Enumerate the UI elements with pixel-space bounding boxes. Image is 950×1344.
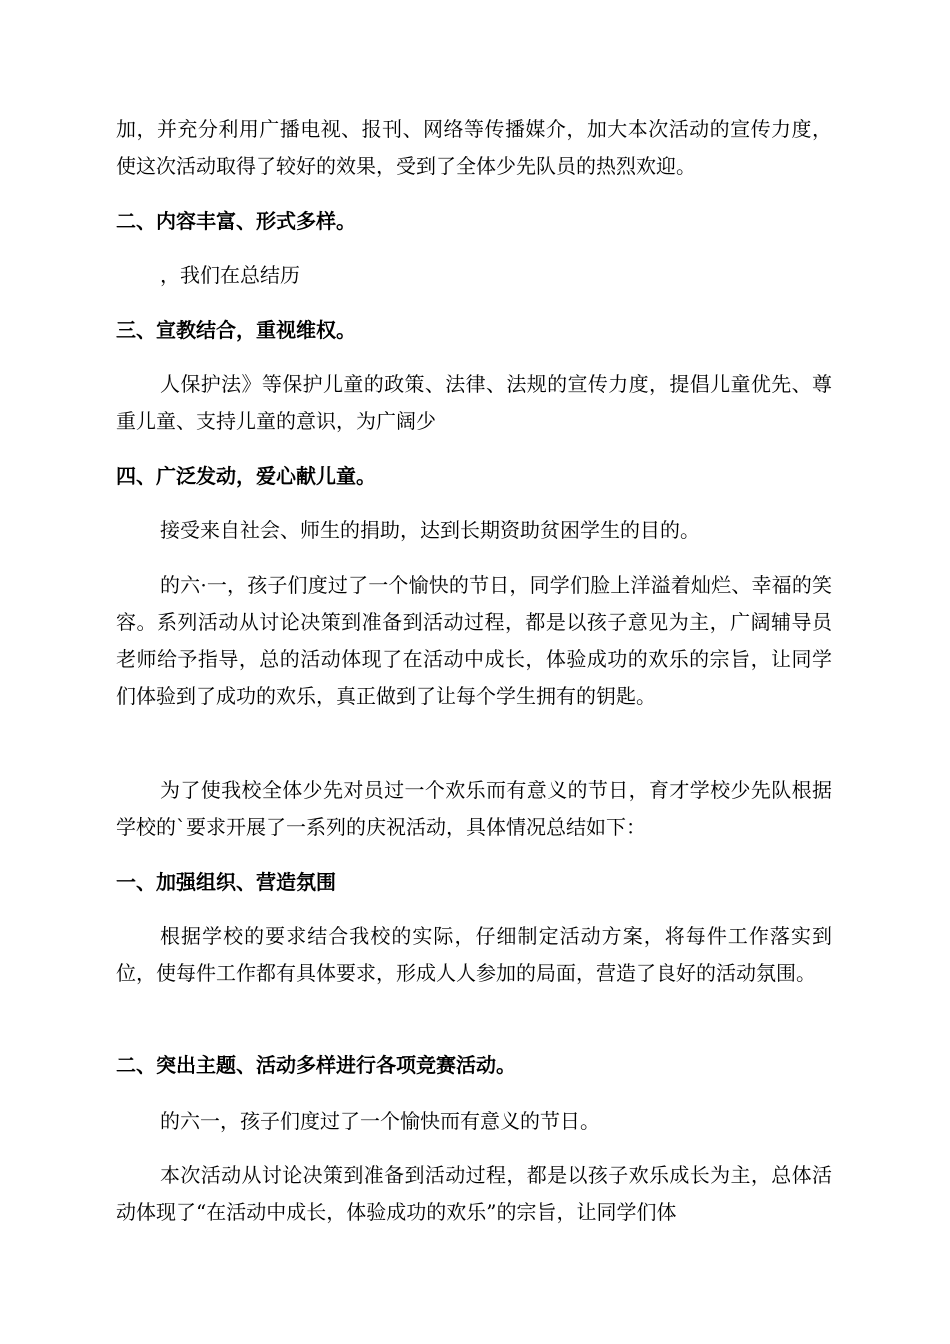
- section-heading-theme: 二、突出主题、活动多样进行各项竞赛活动。: [116, 1053, 516, 1077]
- section-heading-organization: 一、加强组织、营造氛围: [116, 870, 336, 894]
- paragraph: 接受来自社会、师生的捐助，达到长期资助贫困学生的目的。: [160, 518, 700, 542]
- paragraph: 的六·一，孩子们度过了一个愉快的节日，同学们脸上洋溢着灿烂、幸福的笑容。系列活动从讨论决策到准备到活动过程，都是以孩子意见为主，广阔辅导员老师给予指导，总的活动体现了在活动中成长，体验成功的欢乐的宗旨，让同学们体验到了成功的欢乐，真正做到了让每个学生拥有的钥匙。: [116, 573, 832, 708]
- paragraph: 根据学校的要求结合我校的实际，仔细制定活动方案，将每件工作落实到位，使每件工作都有具体要求，形成人人参加的局面，营造了良好的活动氛围。: [116, 924, 832, 985]
- section-heading-content: 二、内容丰富、形式多样。: [116, 209, 356, 233]
- paragraph: 人保护法》等保护儿童的政策、法律、法规的宣传力度，提倡儿童优先、尊重儿童、支持儿童的意识，为广阔少: [116, 372, 832, 433]
- section-heading-rights: 三、宣教结合，重视维权。: [116, 318, 356, 342]
- paragraph: 为了使我校全体少先对员过一个欢乐而有意义的节日，育才学校少先队根据学校的`要求开展了一系列的庆祝活动，具体情况总结如下：: [116, 778, 832, 839]
- paragraph: ，我们在总结历: [160, 263, 300, 287]
- paragraph: 本次活动从讨论决策到准备到活动过程，都是以孩子欢乐成长为主，总体活动体现了“在活动中成长，体验成功的欢乐”的宗旨，让同学们体: [116, 1163, 832, 1224]
- paragraph: 的六一，孩子们度过了一个愉快而有意义的节日。: [160, 1109, 600, 1133]
- paragraph-continuation: 加，并充分利用广播电视、报刊、网络等传播媒介，加大本次活动的宣传力度，使这次活动取得了较好的效果，受到了全体少先队员的热烈欢迎。: [116, 117, 832, 178]
- section-heading-donation: 四、广泛发动，爱心献儿童。: [116, 464, 376, 488]
